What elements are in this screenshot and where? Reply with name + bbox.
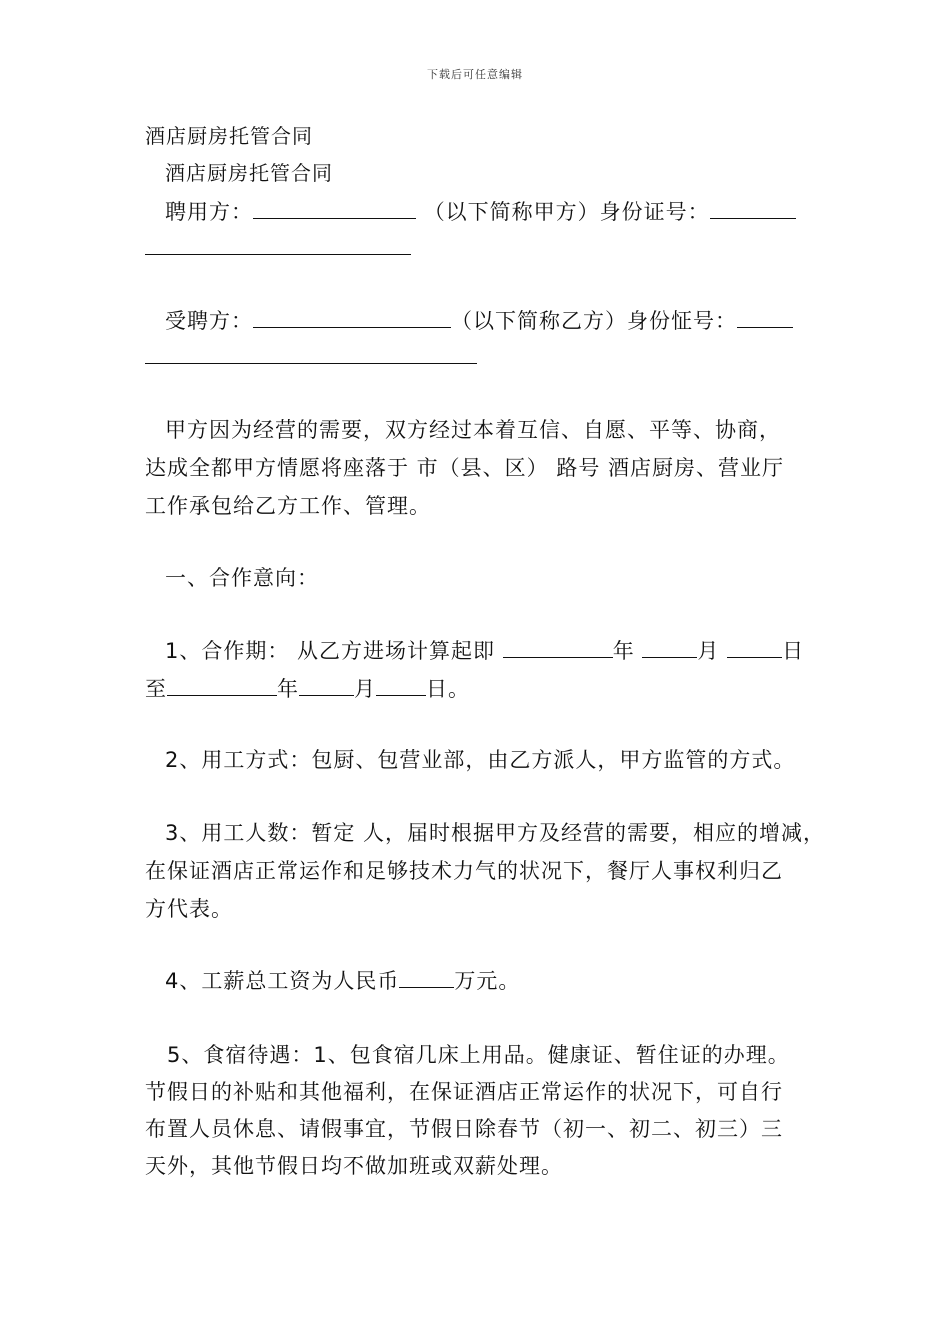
item3-line-1: 3、用工人数：暂定 人，届时根据甲方及经营的需要，相应的增减， bbox=[165, 821, 826, 845]
year-label: 年 bbox=[612, 639, 643, 663]
intro-line-2: 达成全都甲方情愿将座落于 市（县、区） 路号 酒店厨房、营业厅 bbox=[145, 456, 785, 480]
to-label: 至 bbox=[145, 677, 167, 701]
intro-line-3: 工作承包给乙方工作、管理。 bbox=[145, 494, 431, 518]
start-year-blank bbox=[503, 635, 613, 658]
item4-text: 4、工薪总工资为人民币 bbox=[165, 969, 400, 993]
month-label-2: 月 bbox=[354, 677, 376, 701]
section-heading: 一、合作意向： bbox=[165, 566, 319, 590]
employee-line bbox=[165, 305, 793, 336]
employer-id-blank bbox=[710, 196, 796, 219]
item5-line-4: 天外，其他节假日均不做加班或双薪处理。 bbox=[145, 1154, 563, 1178]
employee-id-continuation bbox=[145, 341, 477, 372]
employee-suffix: （以下简称乙方）身份怔号： bbox=[451, 309, 737, 333]
year-label-2: 年 bbox=[277, 677, 299, 701]
employer-line bbox=[165, 196, 796, 227]
intro-line-1: 甲方因为经营的需要，双方经过本着互信、自愿、平等、协商， bbox=[165, 418, 781, 442]
item3-line-2: 在保证酒店正常运作和足够技术力气的状况下，餐厅人事权利归乙 bbox=[145, 859, 783, 883]
end-year-blank bbox=[167, 673, 277, 696]
document-title: 酒店厨房托管合同 bbox=[145, 124, 313, 148]
item1-text: 1、合作期： 从乙方进场计算起即 bbox=[165, 639, 503, 663]
item5-line-1: 5、食宿待遇：1、包食宿几床上用品。健康证、暂住证的办理。 bbox=[167, 1043, 790, 1067]
item1-line-2 bbox=[145, 673, 470, 704]
item4-line bbox=[165, 965, 520, 996]
employer-suffix: （以下简称甲方）身份证号： bbox=[423, 200, 710, 224]
employee-id-blank-2 bbox=[145, 341, 477, 364]
end-day-blank bbox=[376, 673, 426, 696]
salary-blank bbox=[399, 965, 454, 988]
start-month-blank bbox=[642, 635, 697, 658]
employer-id-continuation bbox=[145, 232, 411, 263]
item4-unit: 万元。 bbox=[454, 969, 521, 993]
end-month-blank bbox=[299, 673, 354, 696]
employer-id-blank-2 bbox=[145, 232, 411, 255]
month-label: 月 bbox=[697, 639, 728, 663]
header-note: 下载后可任意编辑 bbox=[427, 68, 523, 81]
item5-line-2: 节假日的补贴和其他福利，在保证酒店正常运作的状况下，可自行 bbox=[145, 1080, 783, 1104]
employer-name-blank bbox=[253, 196, 416, 219]
employer-label: 聘用方： bbox=[165, 200, 253, 224]
employee-id-blank bbox=[737, 305, 793, 328]
start-day-blank bbox=[727, 635, 782, 658]
item3-line-3: 方代表。 bbox=[145, 897, 233, 921]
item1-line-1 bbox=[165, 635, 804, 666]
day-label: 日 bbox=[782, 639, 805, 663]
document-subtitle: 酒店厨房托管合同 bbox=[165, 161, 333, 185]
item5-line-3: 布置人员休息、请假事宜，节假日除春节（初一、初二、初三）三 bbox=[145, 1117, 783, 1141]
employee-label: 受聘方： bbox=[165, 309, 253, 333]
day-label-2: 日。 bbox=[426, 677, 470, 701]
item2: 2、用工方式：包厨、包营业部，由乙方派人，甲方监管的方式。 bbox=[165, 748, 796, 772]
employee-name-blank bbox=[253, 305, 451, 328]
